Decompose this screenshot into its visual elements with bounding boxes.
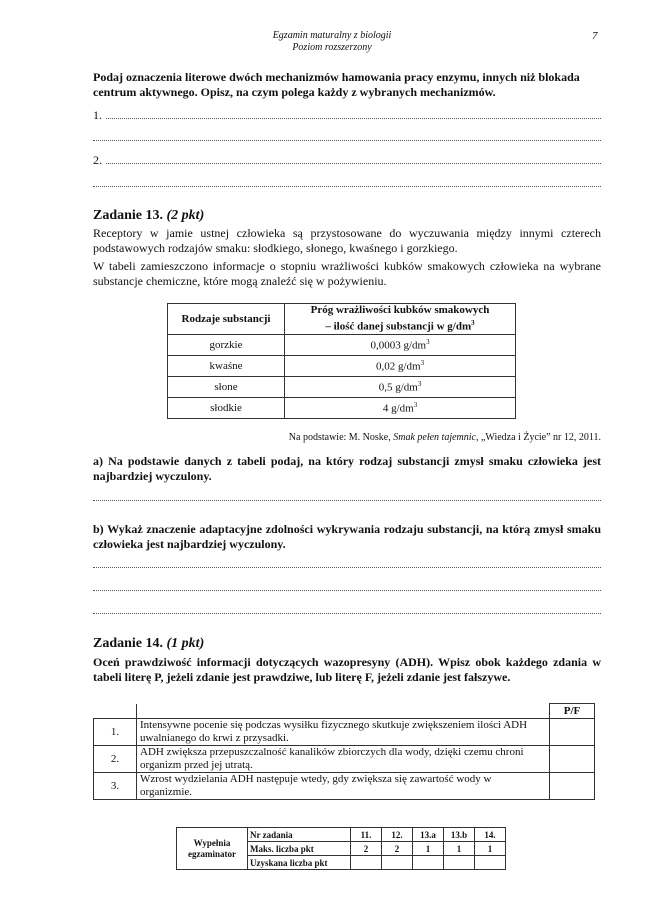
superscript: 3 <box>471 319 475 328</box>
obtained-points-cell[interactable] <box>475 856 506 870</box>
answer-number-1: 1. <box>93 108 102 122</box>
task-number: 11. <box>351 828 382 842</box>
threshold-value: 0,0003 g/dm <box>370 339 427 352</box>
exam-title: Egzamin maturalny z biologii <box>272 30 392 41</box>
examiner-score-table <box>176 827 506 870</box>
max-points: 1 <box>413 842 444 856</box>
superscript: 3 <box>417 380 422 389</box>
task14-points: (1 pkt) <box>166 636 205 651</box>
task13-intro1: Receptory w jamie ustnej człowieka są przystosowane do wyczuwania między innymi czterech podstawowych rodzajów smaku: słodkiego, słonego, kwaśnego i gorzkiego. <box>93 226 601 255</box>
obtained-points-cell[interactable] <box>444 856 475 870</box>
table-row <box>94 773 595 800</box>
substance-cell: gorzkie <box>168 335 285 356</box>
table-row <box>168 356 516 377</box>
threshold-value: 4 g/dm <box>382 402 414 415</box>
superscript: 3 <box>426 338 430 347</box>
page-number: 7 <box>592 30 598 42</box>
task-number: 13.a <box>413 828 444 842</box>
superscript: 3 <box>420 359 425 368</box>
table-row <box>168 377 516 398</box>
answer-line[interactable] <box>93 500 601 501</box>
statement-number: 3. <box>94 773 137 800</box>
threshold-cell <box>285 377 516 398</box>
empty-cell <box>137 704 550 719</box>
answer-line[interactable] <box>93 186 601 187</box>
source-citation <box>93 432 601 443</box>
max-points-label: Maks. liczba pkt <box>248 842 351 856</box>
obtained-points-cell[interactable] <box>413 856 444 870</box>
page-header <box>0 30 664 54</box>
table-row <box>168 398 516 419</box>
max-points: 2 <box>351 842 382 856</box>
max-points: 2 <box>382 842 413 856</box>
task12-instruction: Podaj oznaczenia literowe dwóch mechanizmów hamowania pracy enzymu, innych niż blokada centrum aktywnego. Opisz, na czym polega każdy z wybranych mechanizmów. <box>93 70 580 99</box>
table-row <box>94 719 595 746</box>
threshold-value: 0,5 g/dm <box>378 381 418 394</box>
obtained-points-label: Uzyskana liczba pkt <box>248 856 351 870</box>
statement-number: 1. <box>94 719 137 746</box>
question-b: b) Wykaż znaczenie adaptacyjne zdolności wykrywania rodzaju substancji, na którą zmysł smaku człowieka jest najbardziej wyczulony. <box>93 522 601 551</box>
threshold-value: 0,02 g/dm <box>375 360 421 373</box>
answer-line[interactable] <box>106 163 601 164</box>
source-title: Smak pełen tajemnic <box>393 432 476 443</box>
threshold-header-unit: – ilość danej substancji w g/dm <box>325 320 472 333</box>
table-header-substance: Rodzaje substancji <box>168 304 285 335</box>
task13-points: (2 pkt) <box>166 208 205 223</box>
max-points: 1 <box>444 842 475 856</box>
task-number: 14. <box>475 828 506 842</box>
threshold-cell <box>285 335 516 356</box>
threshold-header-line1: Próg wrażliwości kubków smakowych <box>310 304 490 317</box>
task14-instruction: Oceń prawdziwość informacji dotyczących wazopresyny (ADH). Wpisz obok każdego zdania w tabeli literę P, jeżeli zdanie jest prawdziwe, lub literę F, jeżeli zdanie jest fałszywe. <box>93 655 601 684</box>
table-row <box>168 335 516 356</box>
statement-text: Wzrost wydzielania ADH następuje wtedy, gdy zwiększa się zawartość wody w organizmie. <box>137 773 550 800</box>
superscript: 3 <box>413 401 418 410</box>
empty-cell <box>94 704 137 719</box>
task13-intro2: W tabeli zamieszczono informacje o stopniu wrażliwości kubków smakowych człowieka na wybrane substancje chemiczne, które mogą znaleźć się w pożywieniu. <box>93 259 601 288</box>
task13-title <box>93 208 204 224</box>
table-header-threshold <box>285 304 516 335</box>
task-number: 12. <box>382 828 413 842</box>
task14-title <box>93 636 204 652</box>
threshold-cell <box>285 398 516 419</box>
table-row <box>94 746 595 773</box>
obtained-points-cell[interactable] <box>382 856 413 870</box>
source-suffix: , „Wiedza i Życie” nr 12, 2011. <box>475 432 601 443</box>
statement-text: ADH zwiększa przepuszczalność kanalików zbiorczych dla wody, dzięki czemu chroni organizm przed jej utratą. <box>137 746 550 773</box>
substance-cell: słodkie <box>168 398 285 419</box>
exam-level: Poziom rozszerzony <box>292 42 372 53</box>
true-false-table <box>93 703 595 800</box>
task-number: 13.b <box>444 828 475 842</box>
obtained-points-cell[interactable] <box>351 856 382 870</box>
substance-cell: słone <box>168 377 285 398</box>
substance-cell: kwaśne <box>168 356 285 377</box>
taste-threshold-table <box>167 303 516 419</box>
source-prefix: Na podstawie: M. Noske, <box>288 432 391 443</box>
answer-line[interactable] <box>93 590 601 591</box>
max-points: 1 <box>475 842 506 856</box>
statement-number: 2. <box>94 746 137 773</box>
threshold-cell <box>285 356 516 377</box>
task14-title-text: Zadanie 14. <box>93 636 164 651</box>
answer-line[interactable] <box>93 567 601 568</box>
answer-number-2: 2. <box>93 153 102 167</box>
pf-answer-cell[interactable] <box>550 773 595 800</box>
question-a: a) Na podstawie danych z tabeli podaj, na który rodzaj substancji zmysł smaku człowieka jest najbardziej wyczulony. <box>93 454 601 483</box>
task13-title-text: Zadanie 13. <box>93 208 164 223</box>
answer-line[interactable] <box>93 613 601 614</box>
examiner-label: Wypełnia egzaminator <box>177 828 248 870</box>
answer-line[interactable] <box>93 140 601 141</box>
pf-header: P/F <box>550 704 595 719</box>
pf-answer-cell[interactable] <box>550 719 595 746</box>
statement-text: Intensywne pocenie się podczas wysiłku fizycznego skutkuje zwiększeniem ilości ADH uwalnianego do krwi z przysadki. <box>137 719 550 746</box>
task-number-label: Nr zadania <box>248 828 351 842</box>
threshold-header-line2 <box>285 317 515 334</box>
answer-line[interactable] <box>106 118 601 119</box>
pf-answer-cell[interactable] <box>550 746 595 773</box>
